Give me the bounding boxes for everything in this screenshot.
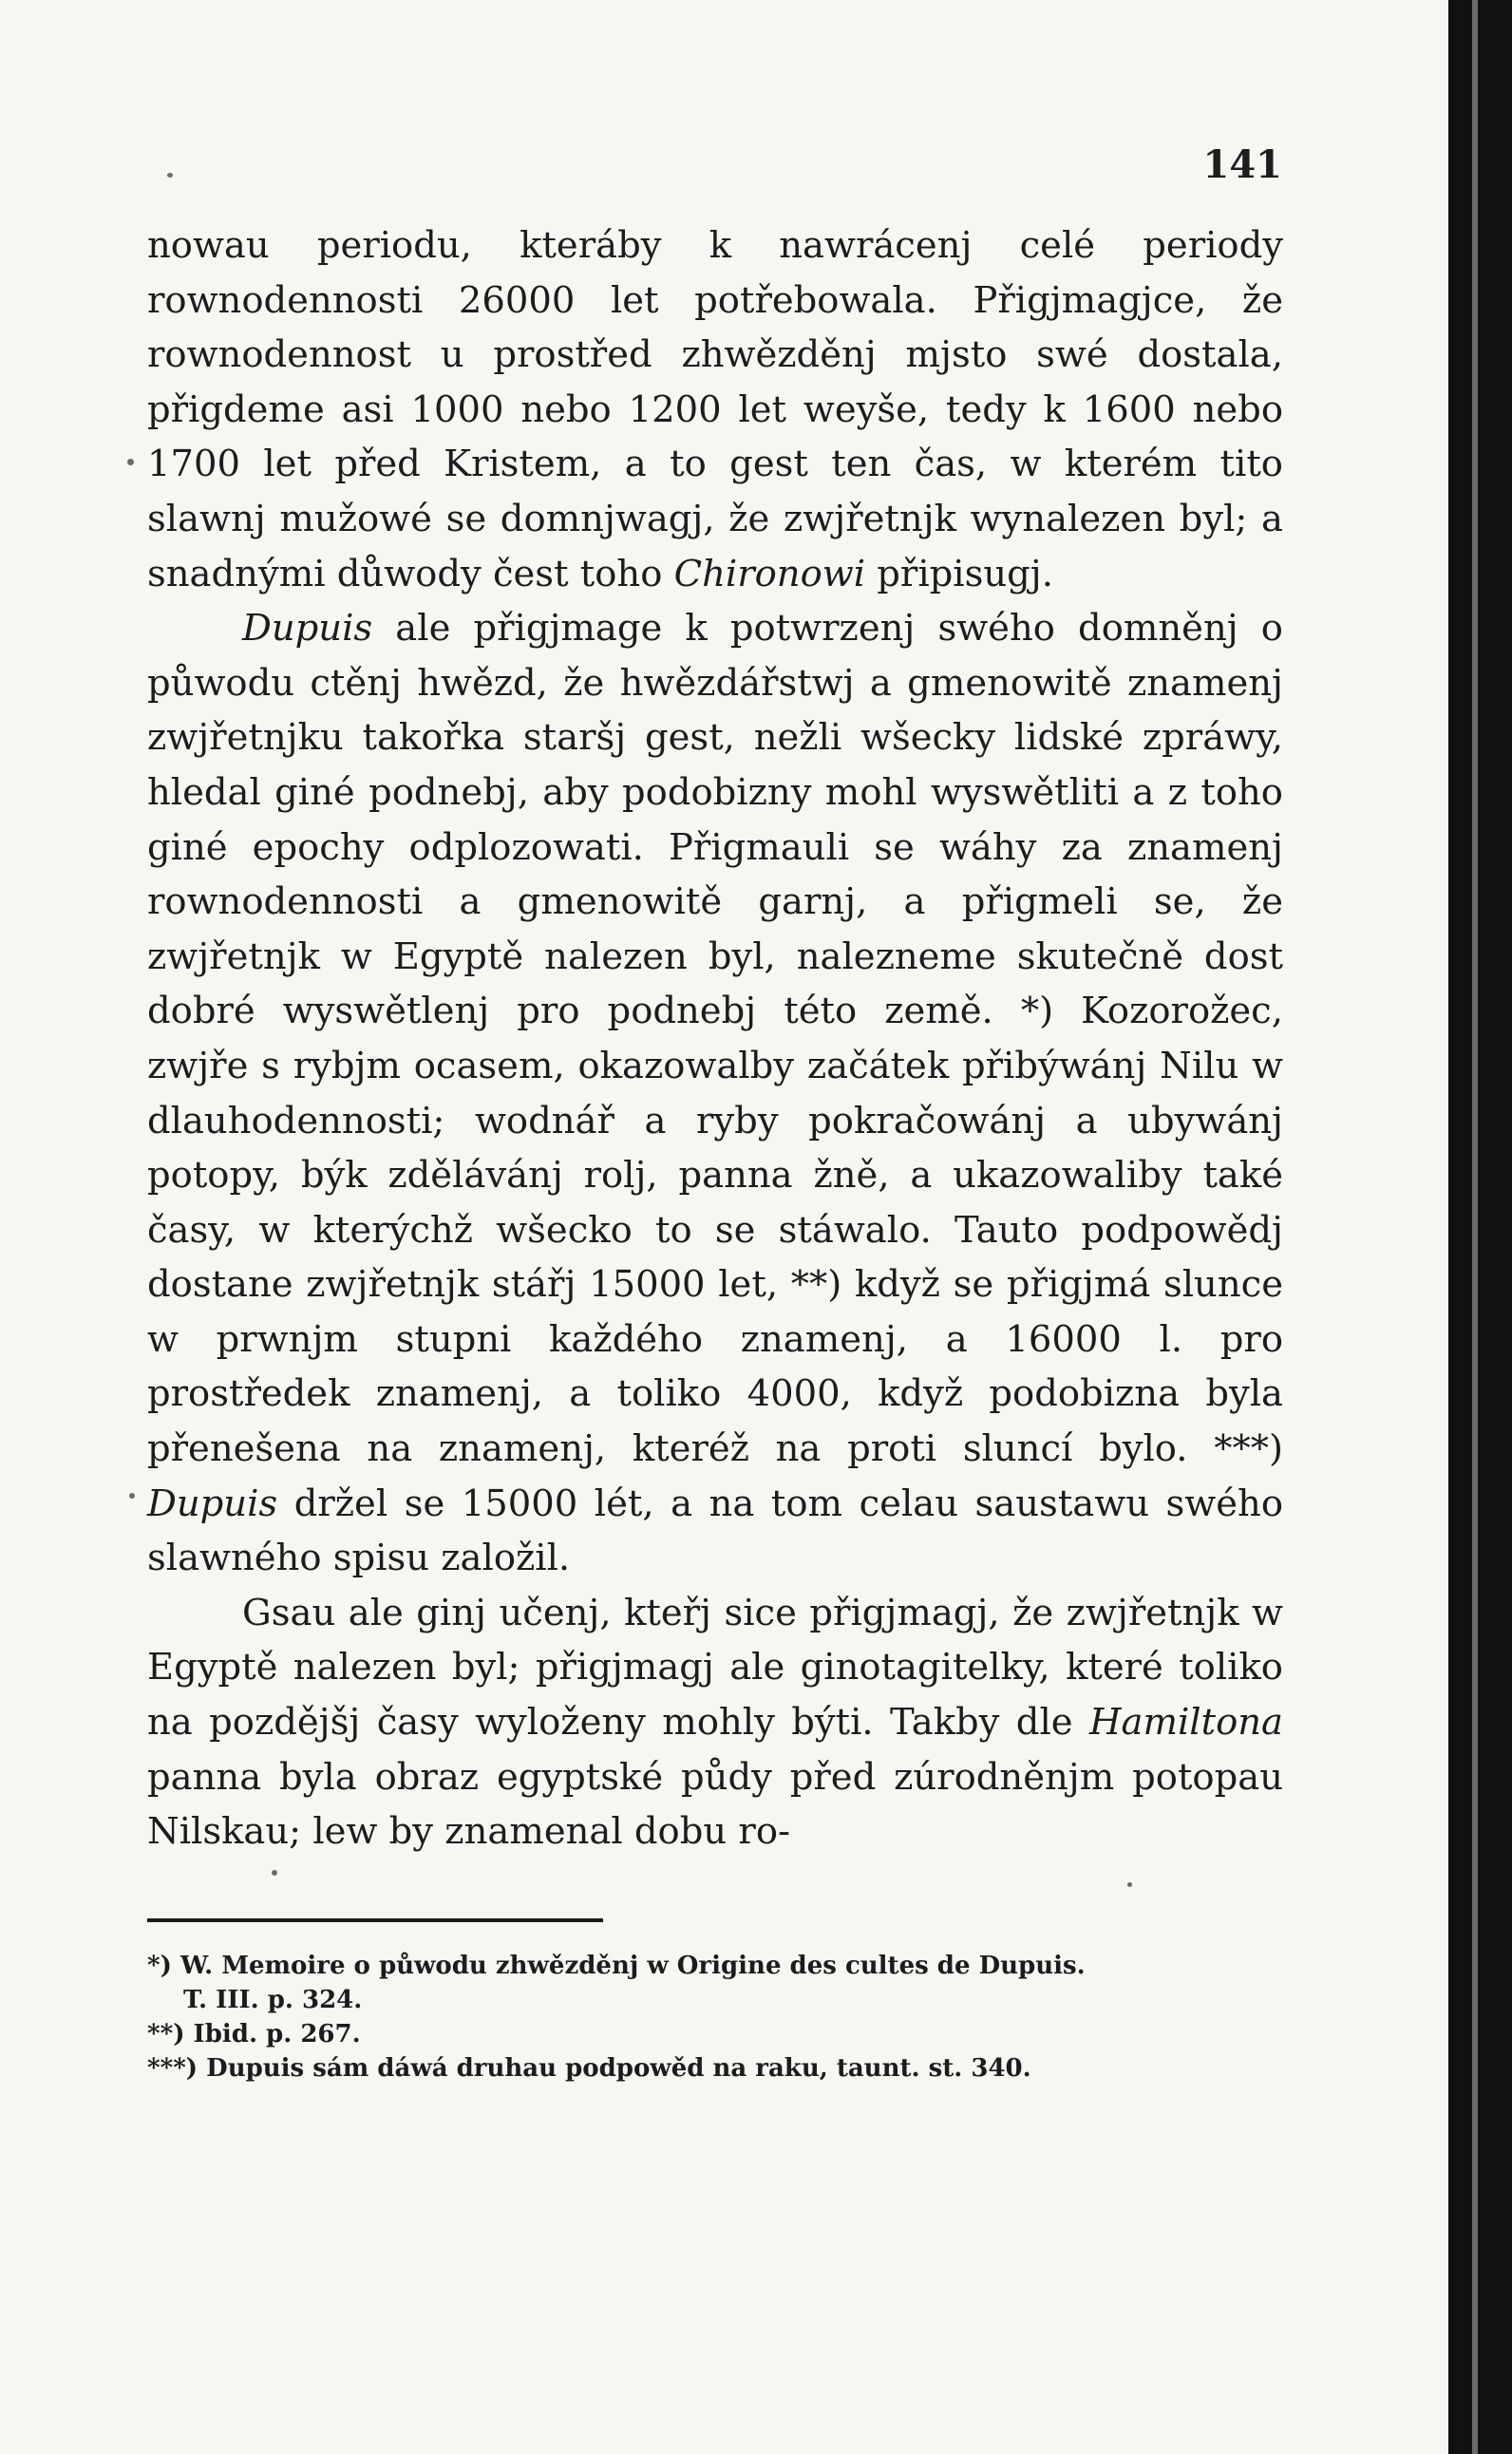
paper-speck <box>127 459 134 465</box>
page-number: 141 <box>1202 142 1282 187</box>
italic-term: Dupuis <box>242 607 373 651</box>
scan-border <box>1448 0 1512 2454</box>
paper-speck <box>167 173 173 178</box>
footnote: ***) Dupuis sám dáwá druhau podpowěd na raku, taunt. st. 340. <box>147 2054 1031 2083</box>
footnotes <box>147 1949 1283 2086</box>
footnote: **) Ibid. p. 267. <box>147 2020 361 2048</box>
scan-border-stripe <box>1472 0 1478 2454</box>
footnote: *) W. Memoire o půwodu zhwězděnj w Origine des cultes de Dupuis. <box>147 1952 1086 1980</box>
paper-speck <box>272 1870 277 1876</box>
paper-speck <box>129 1493 135 1499</box>
italic-term: Chironowi <box>673 552 866 595</box>
paragraph: Dupuis ale přigjmage k potwrzenj swého domněnj o půwodu ctěnj hwězd, že hwězdářstwj a gmenowitě znamenj zwjřetnjku takořka staršj gest, nežli wšecky lidské zpráwy, hledal giné podnebj, aby podobizny mohl wyswětliti a z toho giné epochy odplozowati. Přigmauli se wáhy za znamenj rownodennosti a gmenowitě garnj, a přigmeli se, že zwjřetnjk w Egyptě nalezen byl, nalezneme skutečně dost dobré wyswětlenj pro podnebj této země. *) Kozorožec, zwjře s rybjm ocasem, okazowalby začátek přibýwánj Nilu w dlauhodennosti; wodnář a ryby pokračowánj a ubywánj potopy, býk zdělávánj rolj, panna žně, a ukazowaliby také časy, w kterýchž wšecko to se stáwalo. Tauto podpowědj dostane zwjřetnjk stářj 15000 let, **) když se přigjmá slunce w prwnjm stupni každého znamenj, a 16000 l. pro prostředek znamenj, a toliko 4000, když podobizna byla přenešena na znamenj, kteréž na proti sluncí bylo. ***) Dupuis držel se 15000 lét, a na tom celau saustawu swého slawného spisu založil. <box>147 607 1283 1580</box>
italic-term: Dupuis <box>147 1482 278 1525</box>
paragraph: Gsau ale ginj učenj, kteřj sice přigjmagj, že zwjřetnjk w Egyptě nalezen byl; přigjmagj ale ginotagitelky, které toliko na pozdějšj časy wyloženy mohly býti. Takby dle Hamiltona panna byla obraz egyptské půdy před zúrodněnjm potopau Nilskau; lew by znamenal dobu ro- <box>147 1591 1283 1854</box>
paragraph: nowau periodu, kteráby k nawrácenj celé periody rownodennosti 26000 let potřebowala. Přigjmagjce, že rownodennost u prostřed zhwězděnj mjsto swé dostala, přigdeme asi 1000 nebo 1200 let weyše, tedy k 1600 nebo 1700 let před Kristem, a to gest ten čas, w kterém tito slawnj mužowé se domnjwagj, že zwjřetnjk wynalezen byl; a snadnými důwody čest toho Chironowi připisugj. <box>147 224 1283 595</box>
paper-speck <box>1127 1882 1132 1887</box>
footnote-divider <box>147 1918 603 1922</box>
main-text <box>147 218 1283 1859</box>
footnote-continuation: T. III. p. 324. <box>183 1986 363 2014</box>
italic-term: Hamiltona <box>1088 1701 1283 1745</box>
